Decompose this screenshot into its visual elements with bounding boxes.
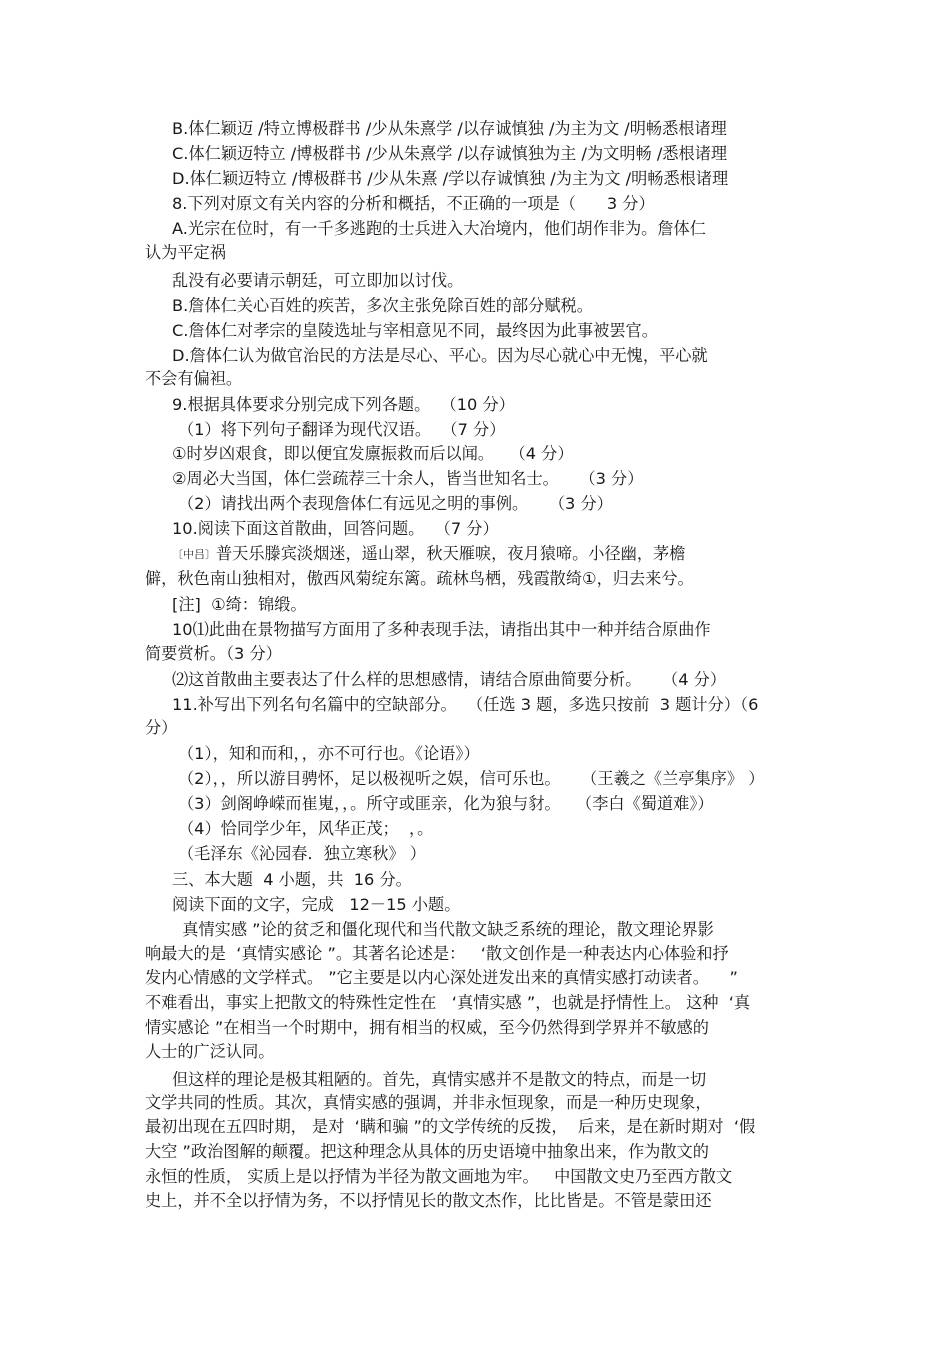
qupai-label: 〔中吕〕 — [172, 548, 216, 561]
section-3-heading: 三、本大题 4 小题，共 16 分。 — [172, 870, 412, 889]
q8-option-d-line-2: 不会有偏袒。 — [145, 369, 243, 388]
sanqu-line-2: 僻，秋色南山独相对，傲西风菊绽东篱。疏林鸟栖，残霞散绮①，归去来兮。 — [145, 569, 694, 588]
sanqu-text-1: 普天乐滕宾淡烟迷，遥山翠，秋天雁唳，夜月猿啼。小径幽，茅檐 — [216, 544, 686, 563]
passage-p2-line-5: 永恒的性质， 实质上是以抒情为半径为散文画地为牢。 中国散文史乃至西方散文 — [145, 1167, 733, 1186]
q10-part-1-line-1: 10⑴此曲在景物描写方面用了多种表现手法，请指出其中一种并结合原曲作 — [172, 620, 711, 639]
passage-p2-line-1: 但这样的理论是极其粗陋的。首先，真情实感并不是散文的特点，而是一切 — [172, 1070, 707, 1089]
q8-option-c: C.詹体仁对孝宗的皇陵选址与宰相意见不同，最终因为此事被罢官。 — [172, 321, 658, 340]
question-10-stem: 10.阅读下面这首散曲，回答问题。 （7 分） — [172, 519, 499, 538]
option-c-line: C.体仁颖迈特立 /博极群书 /少从朱熹学 /以存诚慎独为主 /为文明畅 /悉根诸理 — [172, 144, 728, 163]
question-11-stem: 11.补写出下列名句名篇中的空缺部分。 （任选 3 题，多选只按前 3 题计分）（6 — [172, 695, 759, 714]
passage-p1-line-6: 人士的广泛认同。 — [145, 1042, 275, 1061]
q11-blank-2: （2），，所以游目骋怀，足以极视听之娱，信可乐也。 （王羲之《兰亭集序》 ） — [178, 769, 765, 788]
q9-sentence-1: ①时岁凶艰食，即以便宜发廪振救而后以闻。 （4 分） — [172, 444, 574, 463]
passage-p1-line-3: 发内心情感的文学样式。 ”它主要是以内心深处迸发出来的真情实感打动读者。 ” — [145, 968, 738, 987]
passage-p1-line-2: 响最大的是 ‘真情实感论 ”。其著名论述是： ‘散文创作是一种表达内心体验和抒 — [145, 944, 729, 963]
passage-p2-line-4: 大空 ”政治图解的颠覆。把这种理念从具体的历史语境中抽象出来，作为散文的 — [145, 1142, 709, 1161]
passage-p1-line-1: 真情实感 ”论的贫乏和僵化现代和当代散文缺乏系统的理论，散文理论界影 — [172, 920, 714, 939]
q11-blank-4-source: （毛泽东《沁园春．独立寒秋》 ） — [178, 844, 426, 863]
passage-p2-line-6: 史上，并不全以抒情为务，不以抒情见长的散文杰作，比比皆是。不管是蒙田还 — [145, 1191, 712, 1210]
q10-part-2: ⑵这首散曲主要表达了什么样的思想感情，请结合原曲简要分析。 （4 分） — [172, 670, 727, 689]
q8-option-a-line-2: 认为平定祸 — [145, 243, 226, 262]
question-11-stem-2: 分） — [145, 718, 178, 737]
sanqu-note: [注] ①绮：锦缎。 — [172, 595, 307, 614]
passage-p2-line-3: 最初出现在五四时期， 是对 ‘瞒和骗 ”的文学传统的反拨， 后来，是在新时期对 ‘假 — [145, 1117, 756, 1136]
question-8-stem: 8.下列对原文有关内容的分析和概括，不正确的一项是（ 3 分） — [172, 194, 655, 213]
q9-sentence-2: ②周必大当国，体仁尝疏荐三十余人，皆当世知名士。 （3 分） — [172, 469, 644, 488]
q8-option-b: B.詹体仁关心百姓的疾苦，多次主张免除百姓的部分赋税。 — [172, 296, 593, 315]
q9-part-1: （1）将下列句子翻译为现代汉语。 （7 分） — [178, 420, 506, 439]
sanqu-line-1 — [172, 543, 685, 565]
q9-part-2: （2）请找出两个表现詹体仁有远见之明的事例。 （3 分） — [178, 494, 613, 513]
q8-option-a-line-1: A.光宗在位时，有一千多逃跑的士兵进入大冶境内，他们胡作非为。詹体仁 — [172, 219, 706, 238]
q11-blank-4: （4）恰同学少年，风华正茂； ，。 — [178, 819, 434, 838]
q8-option-d-line-1: D.詹体仁认为做官治民的方法是尽心、平心。因为尽心就心中无愧，平心就 — [172, 346, 708, 365]
q11-blank-3: （3）剑阁峥嵘而崔嵬，，。所守或匪亲，化为狼与豺。 （李白《蜀道难》） — [178, 794, 714, 813]
question-9-stem: 9.根据具体要求分别完成下列各题。 （10 分） — [172, 395, 515, 414]
q11-blank-1: （1），知和而和，，亦不可行也。《论语》） — [178, 744, 480, 763]
passage-p1-line-5: 情实感论 ”在相当一个时期中，拥有相当的权威，至今仍然得到学界并不敏感的 — [145, 1018, 709, 1037]
option-d-line: D.体仁颖迈特立 /博极群书 /少从朱熹 /学以存诚慎独 /为主为文 /明畅悉根诸理 — [172, 169, 729, 188]
passage-p1-line-4: 不难看出，事实上把散文的特殊性定性在 ‘真情实感 ”，也就是抒情性上。 这种 ‘真 — [145, 993, 751, 1012]
option-b-line: B.体仁颖迈 /特立博极群书 /少从朱熹学 /以存诚慎独 /为主为文 /明畅悉根诸理 — [172, 119, 727, 138]
reading-instruction: 阅读下面的文字，完成 12－15 小题。 — [172, 895, 461, 914]
q8-option-a-line-3: 乱没有必要请示朝廷，可立即加以讨伐。 — [172, 271, 464, 290]
q10-part-1-line-2: 简要赏析。（3 分） — [145, 644, 282, 663]
passage-p2-line-2: 文学共同的性质。其次，真情实感的强调，并非永恒现象，而是一种历史现象， — [145, 1093, 712, 1112]
